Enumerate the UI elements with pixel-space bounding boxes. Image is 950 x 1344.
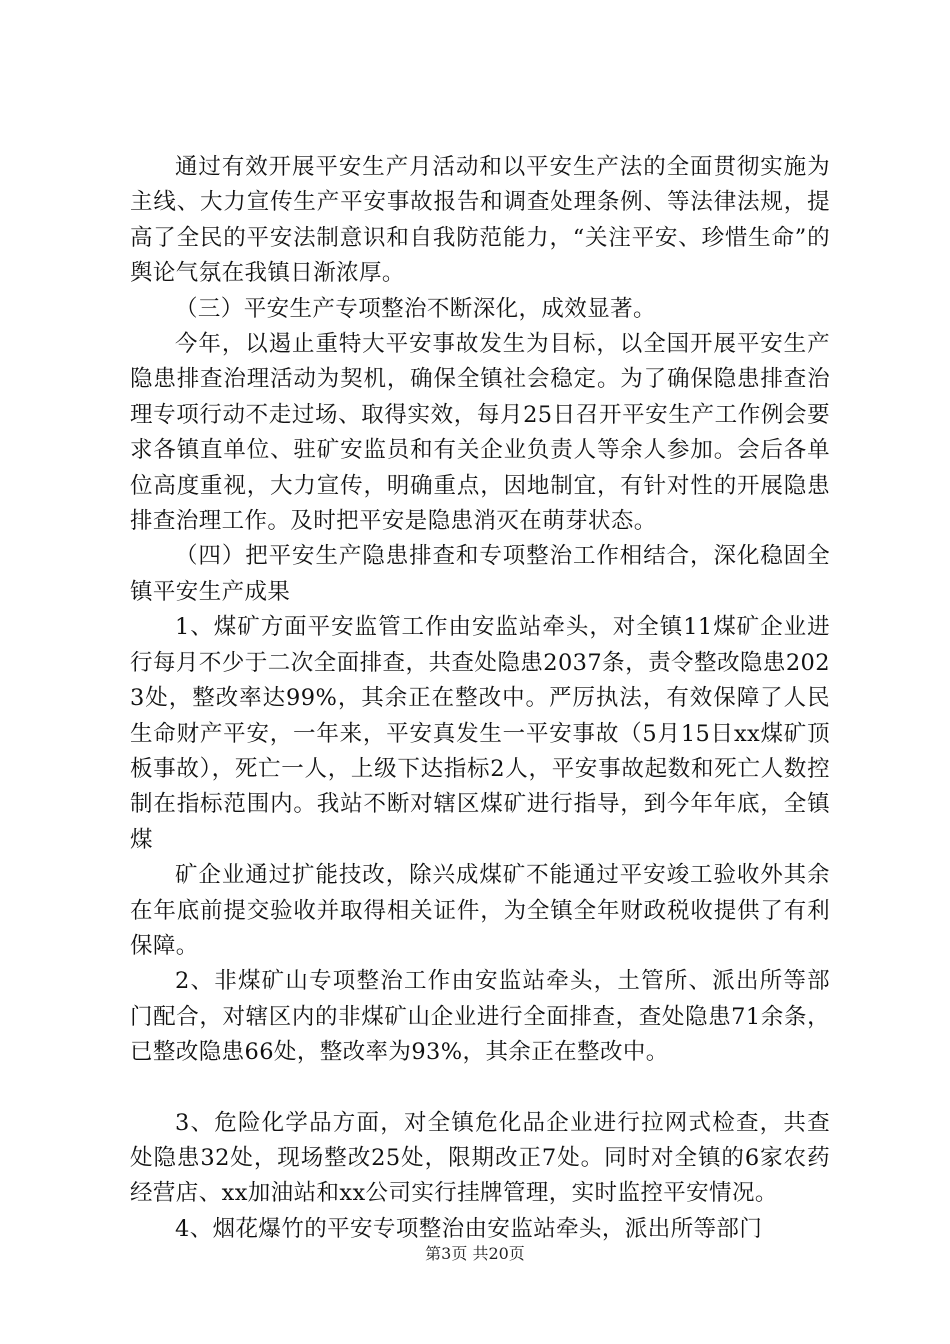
paragraph-3: 今年，以遏止重特大平安事故发生为目标，以全国开展平安生产隐患排查治理活动为契机，确保全镇社会稳定。为了确保隐患排查治理专项行动不走过场、取得实效，每月25日召开平安生产工作例会要求各镇直单位、驻矿安监员和有关企业负责人等余人参加。会后各单位高度重视，大力宣传，明确重点，因地制宜，有针对性的开展隐患排查治理工作。及时把平安是隐患消灭在萌芽状态。	[130, 331, 830, 535]
paragraph-4: （四）把平安生产隐患排查和专项整治工作相结合，深化稳固全镇平安生产成果	[130, 543, 830, 605]
paragraph-8: 3、危险化学品方面，对全镇危化品企业进行拉网式检查，共查处隐患32处，现场整改25处，限期改正7处。同时对全镇的6家农药经营店、xx加油站和xx公司实行挂牌管理，实时监控平安情况。	[130, 1109, 830, 1207]
paragraph-5: 1、煤矿方面平安监管工作由安监站牵头，对全镇11煤矿企业进行每月不少于二次全面排查，共查处隐患2037条，责令整改隐患2023处，整改率达99%，其余正在整改中。严厉执法，有效保障了人民生命财产平安，一年来，平安真发生一平安事故（5月15日xx煤矿顶板事故），死亡一人，上级下达指标2人，平安事故起数和死亡人数控制在指标范围内。我站不断对辖区煤矿进行指导，到今年年底，全镇煤	[130, 614, 830, 853]
page-footer: 第3页 共20页	[425, 1244, 525, 1263]
paragraph-2: （三）平安生产专项整治不断深化，成效显著。	[175, 295, 656, 322]
paragraph-1: 通过有效开展平安生产月活动和以平安生产法的全面贯彻实施为主线、大力宣传生产平安事故报告和调查处理条例、等法律法规，提高了全民的平安法制意识和自我防范能力，“关注平安、珍惜生命”的舆论气氛在我镇日渐浓厚。	[130, 154, 830, 287]
document-body	[130, 150, 830, 1247]
paragraph-9: 4、烟花爆竹的平安专项整治由安监站牵头，派出所等部门	[175, 1215, 763, 1242]
paragraph-spacer	[130, 1071, 830, 1106]
paragraph-6: 矿企业通过扩能技改，除兴成煤矿不能通过平安竣工验收外其余在年底前提交验收并取得相关证件，为全镇全年财政税收提供了有利保障。	[130, 862, 830, 959]
paragraph-7: 2、非煤矿山专项整治工作由安监站牵头，土管所、派出所等部门配合，对辖区内的非煤矿山企业进行全面排查，查处隐患71余条，已整改隐患66处，整改率为93%，其余正在整改中。	[130, 968, 830, 1066]
